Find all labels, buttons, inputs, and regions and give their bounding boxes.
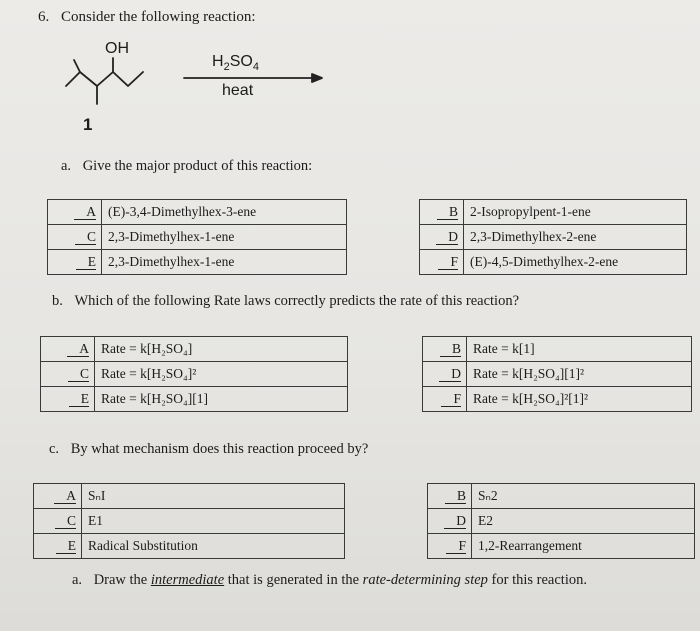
option-letter[interactable]: F [423,387,467,412]
part-b-letter: b. [52,293,63,309]
part-a-options-table [47,199,687,275]
option-text[interactable]: 2,3-Dimethylhex-2-ene [464,225,687,250]
hydroxyl-label: OH [105,40,129,57]
option-row [48,225,687,250]
option-text[interactable]: Sₙ2 [472,484,695,509]
option-text[interactable]: Radical Substitution [82,534,345,559]
part-a-letter: a. [61,158,72,174]
option-text[interactable]: Rate = k[1] [467,337,692,362]
option-letter[interactable]: F [428,534,472,559]
option-text[interactable]: 1,2-Rearrangement [472,534,695,559]
option-letter[interactable]: D [428,509,472,534]
option-letter[interactable]: F [420,250,464,275]
option-letter[interactable]: E [41,387,95,412]
part-b-options-table [40,336,692,412]
option-text[interactable]: E2 [472,509,695,534]
option-text[interactable]: Rate = k[H₂SO₄]²[1]² [467,387,692,412]
option-row [34,484,695,509]
option-letter[interactable]: B [428,484,472,509]
part-b-heading [52,293,519,310]
option-letter[interactable]: A [34,484,82,509]
option-row [41,362,692,387]
part-a-prompt: Give the major product of this reaction: [82,158,313,174]
option-text[interactable]: Rate = k[H₂SO₄] [95,337,348,362]
option-letter[interactable]: A [48,200,102,225]
option-text[interactable]: 2,3-Dimethylhex-1-ene [102,250,347,275]
option-letter[interactable]: C [34,509,82,534]
option-row [34,534,695,559]
option-letter[interactable]: E [48,250,102,275]
reagent-label: $H_2SO_4$ [212,53,259,74]
option-letter[interactable]: C [41,362,95,387]
option-letter[interactable]: C [48,225,102,250]
option-text[interactable]: (E)-4,5-Dimethylhex-2-ene [464,250,687,275]
part-c-heading [49,441,368,458]
arrow-head [312,74,322,82]
option-text[interactable]: Rate = k[H₂SO₄]² [95,362,348,387]
option-row [41,337,692,362]
part-c-letter: c. [49,441,60,457]
option-text[interactable]: E1 [82,509,345,534]
part-c-options-table [33,483,695,559]
option-text[interactable]: Rate = k[H₂SO₄][1] [95,387,348,412]
option-letter[interactable]: D [423,362,467,387]
option-text[interactable]: (E)-3,4-Dimethylhex-3-ene [102,200,347,225]
question-prompt: Consider the following reaction: [61,9,256,25]
part-d-heading [72,572,587,589]
part-a-heading [61,158,312,175]
carbon-chain [66,72,143,86]
option-letter[interactable]: A [41,337,95,362]
question-number: 6. [38,9,50,25]
condition-label: heat [222,82,254,99]
option-row [41,387,692,412]
part-d-letter: a. [72,572,83,588]
option-row [48,250,687,275]
part-c-prompt: By what mechanism does this reaction proceed by? [70,441,369,457]
option-letter[interactable]: B [423,337,467,362]
option-letter[interactable]: D [420,225,464,250]
option-letter[interactable]: B [420,200,464,225]
option-text[interactable]: SₙI [82,484,345,509]
option-text[interactable]: 2-Isopropylpent-1-ene [464,200,687,225]
option-row [48,200,687,225]
part-d-prompt: Draw the intermediate that is generated in the rate-determining step for this reaction. [93,572,587,588]
part-b-prompt: Which of the following Rate laws correctly predicts the rate of this reaction? [74,293,520,309]
skeletal-structure [0,0,700,140]
option-text[interactable]: Rate = k[H₂SO₄][1]² [467,362,692,387]
compound-label: 1 [83,115,93,134]
option-row [34,509,695,534]
option-letter[interactable]: E [34,534,82,559]
option-text[interactable]: 2,3-Dimethylhex-1-ene [102,225,347,250]
methyl-branch [74,60,80,72]
